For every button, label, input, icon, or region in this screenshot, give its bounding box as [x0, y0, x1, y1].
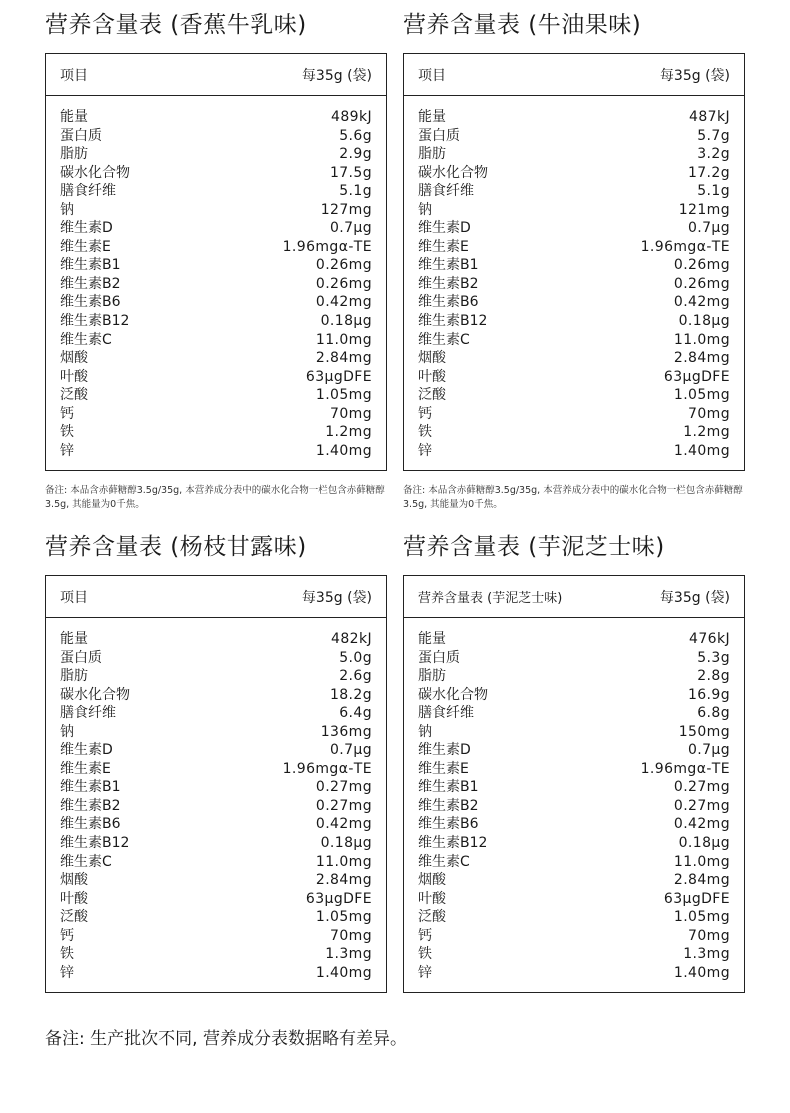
nutrient-value: 17.5g — [329, 164, 372, 181]
nutrient-value: 1.05mg — [315, 387, 372, 404]
table-row — [60, 815, 372, 834]
table-row — [418, 723, 730, 742]
table-row — [60, 331, 372, 350]
table-row — [60, 834, 372, 853]
table-row — [418, 182, 730, 201]
nutrient-name: 泛酸 — [418, 909, 446, 926]
nutrient-name: 维生素C — [418, 853, 470, 870]
table-row — [60, 778, 372, 797]
table-header — [46, 576, 386, 618]
nutrient-name: 泛酸 — [418, 387, 446, 404]
nutrient-value: 0.26mg — [315, 257, 372, 274]
nutrient-value: 1.96mgα-TE — [640, 238, 730, 255]
footer-note: 备注: 生产批次不同, 营养成分表数据略有差异。 — [45, 1029, 407, 1049]
table-row — [418, 368, 730, 387]
nutrient-name: 叶酸 — [418, 890, 446, 907]
nutrient-value: 6.4g — [339, 705, 372, 722]
nutrient-value: 0.26mg — [673, 275, 730, 292]
panel-note-avocado: 备注: 本品含赤藓糖醇3.5g/35g, 本营养成分表中的碳水化合物一栏包含赤藓糖醇3.5g, 其能量为0千焦。 — [403, 485, 743, 510]
table-body — [46, 618, 386, 992]
nutrient-name: 维生素D — [418, 220, 471, 237]
nutrient-name: 叶酸 — [60, 890, 88, 907]
nutrient-name: 维生素B6 — [418, 294, 479, 311]
table-row — [418, 293, 730, 312]
nutrient-name: 锌 — [60, 442, 74, 459]
nutrient-name: 维生素B2 — [60, 797, 121, 814]
table-row — [418, 201, 730, 220]
nutrient-value: 70mg — [688, 405, 730, 422]
table-row — [418, 667, 730, 686]
table-row — [418, 834, 730, 853]
nutrient-name: 维生素B2 — [418, 797, 479, 814]
nutrient-name: 维生素E — [418, 760, 469, 777]
nutrient-name: 维生素B6 — [60, 294, 121, 311]
nutrient-name: 维生素E — [60, 238, 111, 255]
nutrient-value: 11.0mg — [673, 853, 730, 870]
nutrient-name: 钠 — [60, 723, 74, 740]
table-row — [418, 331, 730, 350]
nutrient-value: 11.0mg — [315, 853, 372, 870]
table-row — [60, 442, 372, 461]
nutrient-name: 烟酸 — [60, 350, 88, 367]
nutrient-value: 63μgDFE — [305, 890, 372, 907]
nutrient-name: 维生素B2 — [60, 275, 121, 292]
nutrient-name: 维生素C — [60, 331, 112, 348]
table-row — [60, 741, 372, 760]
nutrient-name: 能量 — [60, 109, 88, 125]
table-row — [60, 797, 372, 816]
table-row — [60, 964, 372, 983]
nutrient-value: 0.7μg — [329, 220, 372, 237]
nutrient-name: 脂肪 — [60, 668, 88, 685]
nutrient-name: 泛酸 — [60, 387, 88, 404]
nutrient-value: 1.2mg — [683, 424, 730, 441]
nutrient-value: 0.42mg — [315, 294, 372, 311]
table-row — [60, 667, 372, 686]
table-row — [60, 927, 372, 946]
nutrient-value: 1.40mg — [673, 964, 730, 981]
nutrient-name: 烟酸 — [60, 872, 88, 889]
nutrient-value: 487kJ — [689, 109, 730, 125]
nutrient-value: 0.18μg — [320, 835, 372, 852]
nutrient-name: 烟酸 — [418, 350, 446, 367]
table-header — [404, 54, 744, 96]
nutrient-name: 维生素D — [418, 742, 471, 759]
table-body — [404, 618, 744, 992]
header-serving-label: 每35g (袋) — [301, 589, 372, 606]
nutrient-value: 70mg — [330, 927, 372, 944]
nutrient-value: 0.18μg — [678, 835, 730, 852]
nutrient-name: 锌 — [60, 964, 74, 981]
nutrient-name: 蛋白质 — [60, 127, 102, 144]
nutrient-value: 17.2g — [687, 164, 730, 181]
nutrient-value: 70mg — [330, 405, 372, 422]
nutrient-value: 489kJ — [331, 109, 372, 125]
nutrient-value: 5.3g — [697, 649, 730, 666]
nutrient-value: 1.96mgα-TE — [640, 760, 730, 777]
nutrient-value: 2.8g — [697, 668, 730, 685]
nutrient-value: 0.42mg — [673, 294, 730, 311]
nutrient-name: 泛酸 — [60, 909, 88, 926]
nutrient-name: 维生素D — [60, 220, 113, 237]
nutrient-name: 叶酸 — [60, 368, 88, 385]
nutrient-name: 脂肪 — [418, 146, 446, 163]
table-row — [60, 871, 372, 890]
nutrient-value: 121mg — [678, 201, 730, 218]
nutrient-name: 蛋白质 — [418, 649, 460, 666]
table-row — [60, 723, 372, 742]
table-row — [60, 908, 372, 927]
table-row — [418, 164, 730, 183]
nutrient-name: 烟酸 — [418, 872, 446, 889]
table-row — [418, 797, 730, 816]
table-row — [418, 853, 730, 872]
nutrient-value: 1.05mg — [673, 387, 730, 404]
nutrient-name: 维生素B1 — [60, 257, 121, 274]
header-item-label: 营养含量表 (芋泥芝士味) — [418, 591, 563, 606]
nutrient-value: 0.27mg — [315, 797, 372, 814]
nutrient-value: 2.84mg — [673, 872, 730, 889]
nutrient-value: 2.6g — [339, 668, 372, 685]
table-row — [60, 630, 372, 649]
header-serving-label: 每35g (袋) — [659, 589, 730, 606]
table-row — [418, 145, 730, 164]
nutrition-table-taro-cheese — [403, 575, 745, 993]
nutrient-name: 维生素C — [60, 853, 112, 870]
nutrient-name: 钙 — [60, 405, 74, 422]
table-row — [418, 927, 730, 946]
table-header — [46, 54, 386, 96]
nutrient-name: 维生素B1 — [418, 779, 479, 796]
table-row — [418, 442, 730, 461]
panel-title-mango-pomelo: 营养含量表 (杨枝甘露味) — [45, 534, 307, 560]
nutrient-value: 1.3mg — [325, 946, 372, 963]
nutrient-name: 碳水化合物 — [418, 686, 488, 703]
nutrient-name: 维生素B6 — [418, 816, 479, 833]
table-row — [418, 423, 730, 442]
nutrient-value: 0.27mg — [673, 797, 730, 814]
panel-title-banana: 营养含量表 (香蕉牛乳味) — [45, 12, 307, 38]
nutrition-table-banana — [45, 53, 387, 471]
table-row — [418, 649, 730, 668]
nutrient-value: 1.05mg — [673, 909, 730, 926]
table-row — [418, 871, 730, 890]
nutrient-value: 5.1g — [697, 183, 730, 200]
nutrient-value: 482kJ — [331, 631, 372, 647]
nutrient-value: 0.26mg — [673, 257, 730, 274]
nutrient-value: 63μgDFE — [305, 368, 372, 385]
nutrient-value: 63μgDFE — [663, 890, 730, 907]
nutrient-name: 膳食纤维 — [418, 183, 474, 200]
table-row — [418, 405, 730, 424]
nutrient-name: 钠 — [418, 201, 432, 218]
header-serving-label: 每35g (袋) — [659, 67, 730, 84]
nutrient-value: 63μgDFE — [663, 368, 730, 385]
nutrient-value: 0.42mg — [673, 816, 730, 833]
table-row — [60, 349, 372, 368]
table-row — [418, 256, 730, 275]
nutrient-value: 5.1g — [339, 183, 372, 200]
nutrient-name: 锌 — [418, 442, 432, 459]
nutrient-value: 0.7μg — [687, 742, 730, 759]
table-row — [418, 349, 730, 368]
table-row — [418, 219, 730, 238]
nutrient-value: 0.7μg — [687, 220, 730, 237]
nutrient-value: 18.2g — [329, 686, 372, 703]
nutrient-name: 脂肪 — [60, 146, 88, 163]
nutrient-name: 蛋白质 — [60, 649, 102, 666]
table-row — [60, 201, 372, 220]
nutrient-name: 铁 — [418, 946, 432, 963]
table-row — [418, 760, 730, 779]
table-row — [60, 238, 372, 257]
nutrient-name: 维生素B2 — [418, 275, 479, 292]
table-row — [60, 145, 372, 164]
nutrient-value: 0.7μg — [329, 742, 372, 759]
nutrient-value: 5.7g — [697, 127, 730, 144]
header-item-label: 项目 — [60, 589, 88, 606]
table-row — [60, 275, 372, 294]
nutrient-value: 2.84mg — [673, 350, 730, 367]
table-row — [60, 704, 372, 723]
nutrient-name: 钙 — [418, 927, 432, 944]
table-row — [60, 423, 372, 442]
table-row — [60, 890, 372, 909]
nutrient-value: 0.26mg — [315, 275, 372, 292]
table-row — [60, 164, 372, 183]
table-row — [60, 127, 372, 146]
nutrient-value: 16.9g — [687, 686, 730, 703]
table-row — [60, 853, 372, 872]
nutrient-name: 钙 — [60, 927, 74, 944]
table-row — [418, 386, 730, 405]
nutrient-value: 6.8g — [697, 705, 730, 722]
nutrient-value: 0.42mg — [315, 816, 372, 833]
table-row — [418, 686, 730, 705]
nutrient-name: 维生素B12 — [418, 313, 488, 330]
nutrient-value: 1.3mg — [683, 946, 730, 963]
nutrient-name: 碳水化合物 — [418, 164, 488, 181]
header-item-label: 项目 — [60, 67, 88, 84]
table-row — [60, 108, 372, 127]
table-row — [60, 293, 372, 312]
table-row — [418, 741, 730, 760]
nutrient-name: 维生素B1 — [60, 779, 121, 796]
panel-title-taro-cheese: 营养含量表 (芋泥芝士味) — [403, 534, 665, 560]
nutrient-name: 维生素B6 — [60, 816, 121, 833]
table-row — [60, 760, 372, 779]
nutrient-name: 维生素B1 — [418, 257, 479, 274]
table-row — [60, 219, 372, 238]
nutrition-table-mango-pomelo — [45, 575, 387, 993]
nutrient-value: 5.6g — [339, 127, 372, 144]
nutrient-name: 膳食纤维 — [60, 183, 116, 200]
nutrient-name: 膳食纤维 — [418, 705, 474, 722]
nutrient-value: 1.96mgα-TE — [282, 760, 372, 777]
table-row — [418, 108, 730, 127]
nutrient-name: 蛋白质 — [418, 127, 460, 144]
nutrient-name: 维生素B12 — [418, 835, 488, 852]
nutrient-name: 维生素E — [60, 760, 111, 777]
header-serving-label: 每35g (袋) — [301, 67, 372, 84]
nutrient-value: 11.0mg — [315, 331, 372, 348]
nutrient-name: 能量 — [418, 631, 446, 647]
nutrient-name: 铁 — [60, 424, 74, 441]
panel-note-banana: 备注: 本品含赤藓糖醇3.5g/35g, 本营养成分表中的碳水化合物一栏包含赤藓糖醇3.5g, 其能量为0千焦。 — [45, 485, 385, 510]
table-row — [418, 238, 730, 257]
table-row — [60, 256, 372, 275]
table-row — [60, 405, 372, 424]
table-row — [418, 127, 730, 146]
table-row — [60, 312, 372, 331]
nutrient-value: 3.2g — [697, 146, 730, 163]
table-row — [418, 890, 730, 909]
nutrient-name: 维生素D — [60, 742, 113, 759]
table-header — [404, 576, 744, 618]
nutrient-value: 150mg — [678, 723, 730, 740]
nutrient-name: 铁 — [60, 946, 74, 963]
nutrient-value: 1.96mgα-TE — [282, 238, 372, 255]
table-row — [418, 704, 730, 723]
nutrient-value: 1.05mg — [315, 909, 372, 926]
table-row — [418, 964, 730, 983]
nutrient-name: 碳水化合物 — [60, 164, 130, 181]
nutrient-name: 能量 — [60, 631, 88, 647]
table-row — [418, 275, 730, 294]
header-item-label: 项目 — [418, 67, 446, 84]
nutrient-value: 11.0mg — [673, 331, 730, 348]
nutrient-value: 1.40mg — [673, 442, 730, 459]
nutrient-value: 0.18μg — [320, 313, 372, 330]
table-row — [418, 778, 730, 797]
nutrient-name: 铁 — [418, 424, 432, 441]
table-row — [60, 686, 372, 705]
nutrient-value: 2.84mg — [315, 350, 372, 367]
nutrient-name: 维生素B12 — [60, 835, 130, 852]
table-row — [60, 649, 372, 668]
table-row — [60, 386, 372, 405]
table-row — [418, 815, 730, 834]
nutrient-name: 脂肪 — [418, 668, 446, 685]
nutrient-value: 127mg — [320, 201, 372, 218]
nutrient-name: 能量 — [418, 109, 446, 125]
table-row — [418, 312, 730, 331]
nutrient-value: 1.40mg — [315, 964, 372, 981]
nutrient-value: 2.9g — [339, 146, 372, 163]
nutrient-value: 136mg — [320, 723, 372, 740]
nutrient-name: 维生素E — [418, 238, 469, 255]
nutrient-value: 476kJ — [689, 631, 730, 647]
nutrient-name: 叶酸 — [418, 368, 446, 385]
nutrient-name: 维生素C — [418, 331, 470, 348]
table-row — [418, 908, 730, 927]
panel-title-avocado: 营养含量表 (牛油果味) — [403, 12, 642, 38]
table-body — [46, 96, 386, 470]
nutrient-value: 2.84mg — [315, 872, 372, 889]
nutrition-table-avocado — [403, 53, 745, 471]
nutrient-name: 维生素B12 — [60, 313, 130, 330]
nutrient-value: 5.0g — [339, 649, 372, 666]
table-body — [404, 96, 744, 470]
nutrient-value: 1.40mg — [315, 442, 372, 459]
table-row — [60, 368, 372, 387]
nutrient-value: 0.27mg — [673, 779, 730, 796]
nutrient-name: 钠 — [60, 201, 74, 218]
table-row — [60, 182, 372, 201]
nutrient-value: 0.27mg — [315, 779, 372, 796]
nutrient-value: 70mg — [688, 927, 730, 944]
table-row — [418, 945, 730, 964]
table-row — [60, 945, 372, 964]
nutrient-name: 钠 — [418, 723, 432, 740]
nutrient-name: 钙 — [418, 405, 432, 422]
nutrient-name: 碳水化合物 — [60, 686, 130, 703]
nutrient-value: 0.18μg — [678, 313, 730, 330]
nutrient-value: 1.2mg — [325, 424, 372, 441]
nutrient-name: 膳食纤维 — [60, 705, 116, 722]
table-row — [418, 630, 730, 649]
nutrient-name: 锌 — [418, 964, 432, 981]
